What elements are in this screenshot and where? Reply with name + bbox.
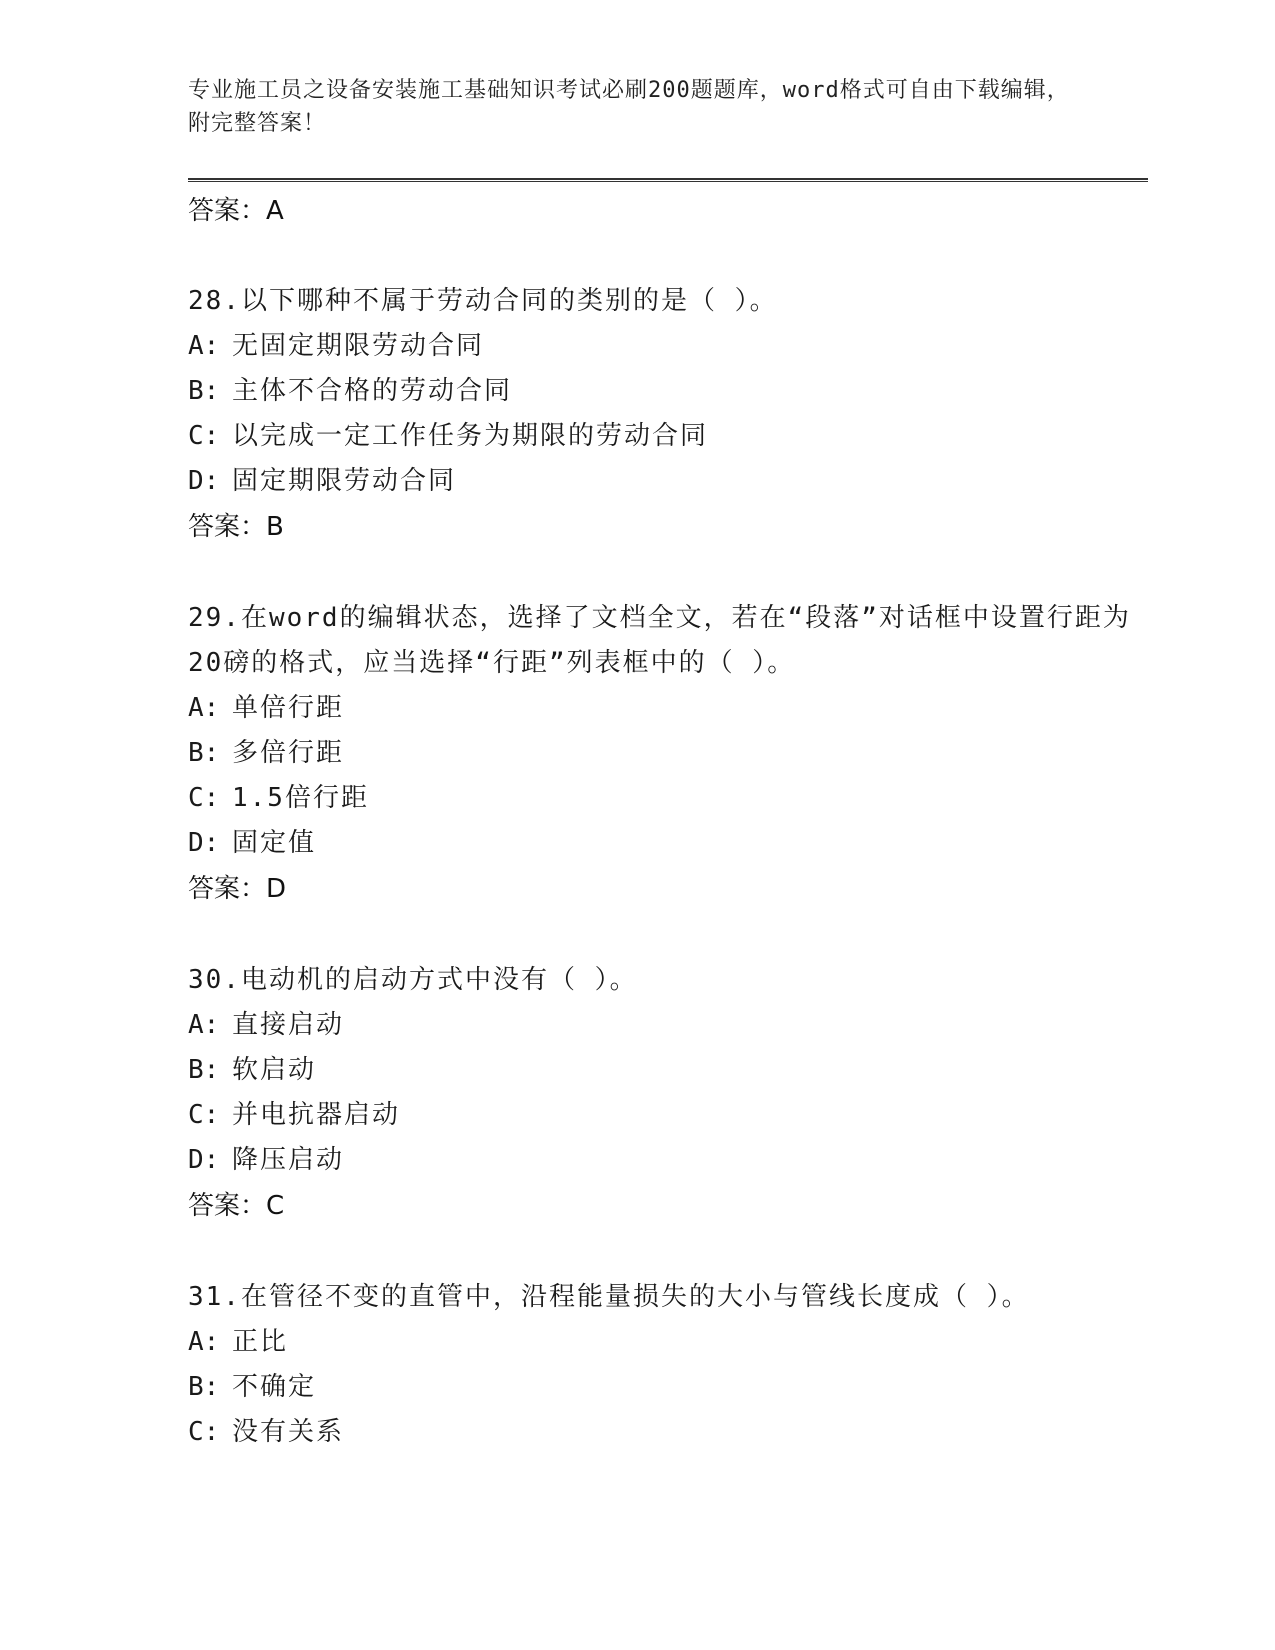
option-letter: D:: [188, 1145, 220, 1175]
question-stem: 28.以下哪种不属于劳动合同的类别的是（ ）。: [188, 286, 778, 316]
option-letter: A:: [188, 1327, 220, 1357]
question-30: [188, 958, 1148, 1229]
option-letter: D:: [188, 466, 220, 496]
option-text: 单倍行距: [232, 693, 345, 723]
option-letter: B:: [188, 376, 220, 406]
option-letter: D:: [188, 828, 220, 858]
option-text: 软启动: [232, 1055, 317, 1085]
option-text: 以完成一定工作任务为期限的劳动合同: [232, 421, 709, 451]
option-text: 不确定: [232, 1372, 317, 1402]
question-stem: 29.在word的编辑状态，选择了文档全文，若在“段落”对话框中设置行距为20磅的格式，应当选择“行距”列表框中的（ ）。: [188, 603, 1131, 678]
option-a: [188, 1003, 1148, 1048]
header-divider: [188, 178, 1148, 182]
question-29: [188, 596, 1148, 912]
question-31: [188, 1275, 1148, 1455]
option-letter: B:: [188, 1372, 220, 1402]
option-text: 直接启动: [232, 1010, 345, 1040]
option-letter: C:: [188, 1100, 220, 1130]
option-b: [188, 1365, 1148, 1410]
option-letter: B:: [188, 738, 220, 768]
question-stem: 30.电动机的启动方式中没有（ ）。: [188, 965, 638, 995]
option-letter: A:: [188, 331, 220, 361]
option-text: 无固定期限劳动合同: [232, 331, 485, 361]
option-text: 1.5倍行距: [232, 783, 369, 813]
option-a: [188, 686, 1148, 731]
answer-line: 答案：B: [188, 512, 284, 542]
option-text: 固定期限劳动合同: [232, 466, 457, 496]
option-letter: A:: [188, 693, 220, 723]
option-text: 正比: [232, 1327, 289, 1357]
question-list: [188, 279, 1148, 1501]
document-header: 专业施工员之设备安装施工基础知识考试必刷200题题库，word格式可自由下载编辑，附完整答案！: [188, 78, 1070, 136]
option-d: [188, 821, 1148, 866]
question-28: [188, 279, 1148, 550]
option-text: 主体不合格的劳动合同: [232, 376, 513, 406]
option-d: [188, 459, 1148, 504]
question-stem: 31.在管径不变的直管中，沿程能量损失的大小与管线长度成（ ）。: [188, 1282, 1030, 1312]
option-letter: C:: [188, 783, 220, 813]
option-c: [188, 776, 1148, 821]
previous-answer: 答案：A: [188, 196, 284, 226]
option-c: [188, 1093, 1148, 1138]
option-text: 降压启动: [232, 1145, 345, 1175]
option-letter: B:: [188, 1055, 220, 1085]
option-c: [188, 414, 1148, 459]
option-text: 固定值: [232, 828, 317, 858]
option-c: [188, 1410, 1148, 1455]
option-text: 并电抗器启动: [232, 1100, 401, 1130]
option-a: [188, 324, 1148, 369]
option-letter: C:: [188, 1417, 220, 1447]
answer-line: 答案：D: [188, 874, 287, 904]
option-b: [188, 1048, 1148, 1093]
answer-line: 答案：C: [188, 1191, 285, 1221]
option-letter: C:: [188, 421, 220, 451]
option-letter: A:: [188, 1010, 220, 1040]
option-text: 没有关系: [232, 1417, 345, 1447]
option-d: [188, 1138, 1148, 1183]
option-text: 多倍行距: [232, 738, 345, 768]
option-b: [188, 731, 1148, 776]
option-a: [188, 1320, 1148, 1365]
option-b: [188, 369, 1148, 414]
